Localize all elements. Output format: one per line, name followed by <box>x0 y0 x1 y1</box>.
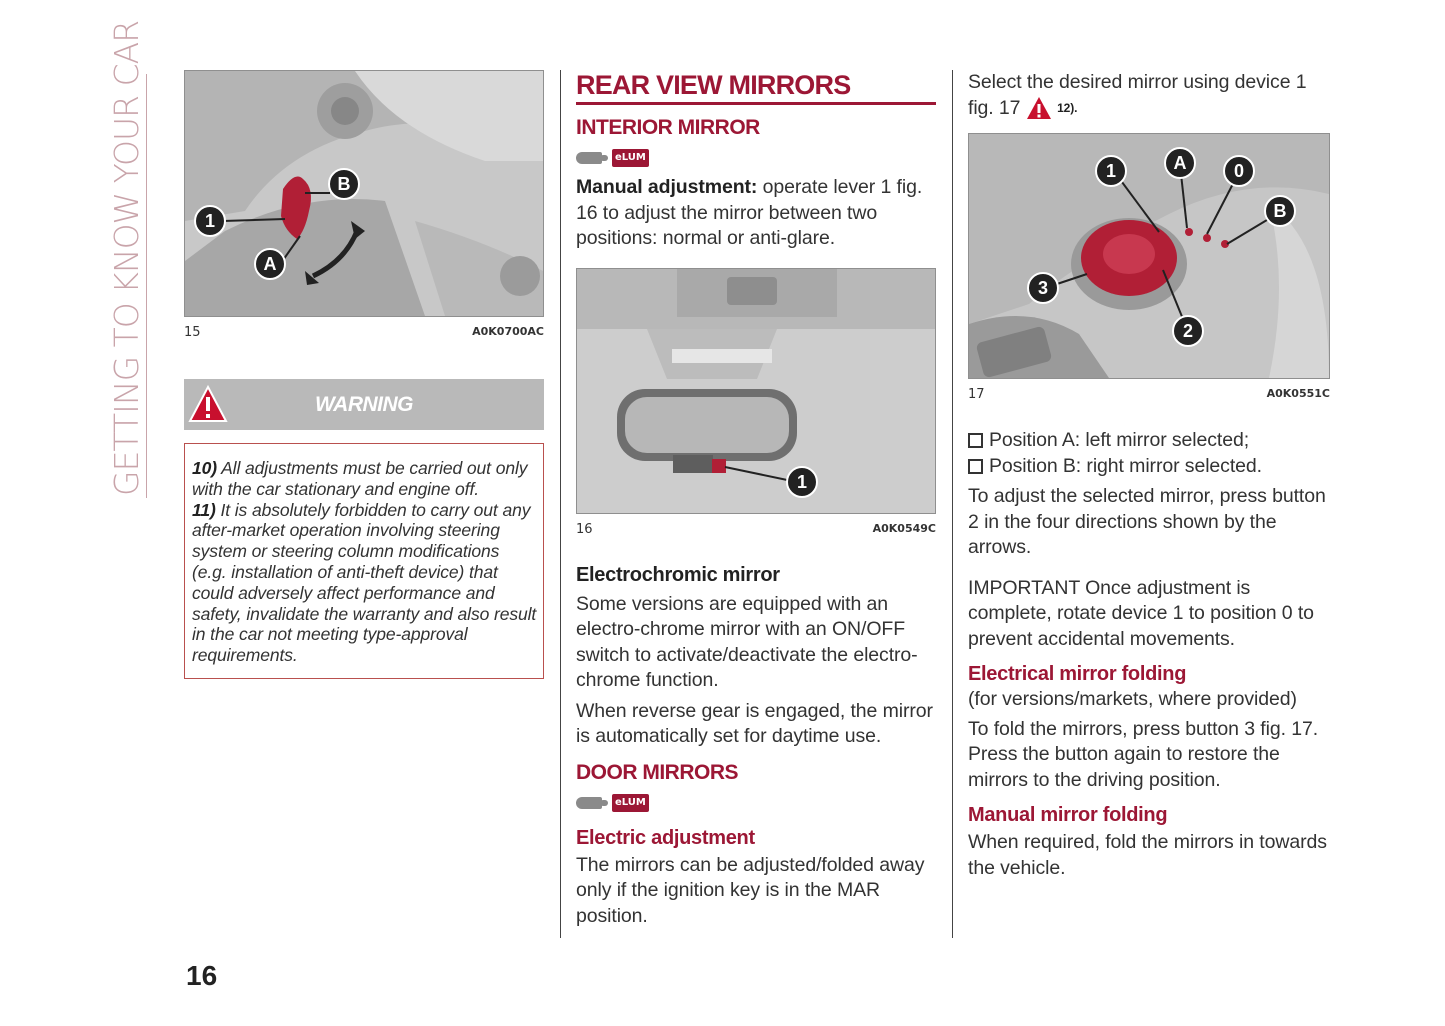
column-left <box>184 70 544 679</box>
adjust-paragraph: To adjust the selected mirror, press button 2 in the four directions shown by the arrows. <box>968 485 1326 559</box>
select-mirror-paragraph <box>968 70 1330 121</box>
list-item <box>968 454 1330 480</box>
select-mirror-text: Select the desired mirror using device 1 fig. 17 <box>968 71 1307 119</box>
pointing-hand-icon <box>576 797 602 809</box>
column-middle <box>576 70 936 929</box>
electric-adjustment-paragraph: The mirrors can be adjusted/folded away only if the ignition key is in the MAR position. <box>576 853 925 927</box>
elum-indicator <box>576 147 936 169</box>
manual-adjustment-text: operate lever 1 fig. 16 to adjust the mirror between two positions: normal or anti-glare. <box>576 176 923 249</box>
manual-adjustment-paragraph <box>576 175 936 252</box>
elum-indicator <box>576 792 936 814</box>
note-ref: 11) <box>192 499 216 520</box>
column-divider <box>560 70 561 938</box>
electrical-folding-paragraph: To fold the mirrors, press button 3 fig. 17. Press the button again to restore the mirrors to the driving position. <box>968 717 1319 791</box>
callout-text: 1 <box>204 211 216 231</box>
callout-0 <box>1222 154 1256 188</box>
figure-17-illustration <box>969 134 1329 378</box>
figure-code: A0K0700AC <box>472 325 544 338</box>
section-title-rear-view-mirrors: REAR VIEW MIRRORS <box>576 70 936 105</box>
electrical-folding-note: (for versions/markets, where provided) <box>968 688 1297 711</box>
callout-text: A <box>263 254 277 274</box>
figure-16 <box>576 268 936 514</box>
callout-text: B <box>337 174 351 194</box>
elum-badge: eLUM <box>612 149 649 167</box>
electrochromic-paragraph-2: When reverse gear is engaged, the mirror is automatically set for daytime use. <box>576 699 933 747</box>
note-text: All adjustments must be carried out only with the car stationary and engine off. <box>192 458 528 499</box>
callout-a <box>1163 146 1197 180</box>
checkbox-square-icon <box>968 433 983 448</box>
figure-code: A0K0549C <box>872 521 936 535</box>
checkbox-square-icon <box>968 459 983 474</box>
electrochromic-paragraph-1: Some versions are equipped with an electro-chrome mirror with an ON/OFF switch to activate/deactivate the electro-chrome function. <box>576 592 918 691</box>
list-item <box>968 428 1330 454</box>
section-side-title: GETTING TO KNOW YOUR CAR <box>107 20 146 496</box>
subsection-title-door-mirrors: DOOR MIRRORS <box>576 760 738 784</box>
callout-text: B <box>1273 201 1287 222</box>
warning-box <box>184 443 544 679</box>
pointing-hand-icon <box>576 152 602 164</box>
manual-folding-paragraph: When required, fold the mirrors in towards the vehicle. <box>968 831 1327 879</box>
callout-a <box>253 247 287 281</box>
column-right <box>968 70 1330 881</box>
callout-text: 2 <box>1182 321 1194 342</box>
callout-b <box>1263 194 1297 228</box>
callout-text: A <box>1173 153 1187 174</box>
elum-badge: eLUM <box>612 794 649 812</box>
callout-1 <box>1094 154 1128 188</box>
figure-15-caption <box>184 325 544 340</box>
manual-folding-title: Manual mirror folding <box>968 804 1168 827</box>
side-rule <box>146 74 147 498</box>
warning-header <box>184 379 544 430</box>
electrochromic-title: Electrochromic mirror <box>576 563 780 586</box>
figure-15 <box>184 70 544 317</box>
figure-16-illustration <box>577 269 935 513</box>
figure-number: 17 <box>968 387 985 403</box>
warning-title: WARNING <box>315 392 413 416</box>
callout-text: 1 <box>796 471 808 492</box>
callout-text: 0 <box>1233 161 1245 182</box>
column-divider <box>952 70 953 938</box>
electrical-folding-title: Electrical mirror folding <box>968 663 1187 686</box>
warning-note-10 <box>192 458 537 500</box>
electric-adjustment-title: Electric adjustment <box>576 826 755 849</box>
manual-adjustment-label: Manual adjustment: <box>576 176 758 198</box>
callout-b <box>327 167 361 201</box>
bullet-text: Position B: right mirror selected. <box>989 454 1262 477</box>
callout-2 <box>1171 314 1205 348</box>
callout-3 <box>1026 271 1060 305</box>
callout-text: 1 <box>1105 161 1117 182</box>
note-ref-suffix: . <box>1074 100 1078 115</box>
subsection-title-interior-mirror: INTERIOR MIRROR <box>576 116 760 139</box>
figure-number: 15 <box>184 325 201 340</box>
important-paragraph: IMPORTANT Once adjustment is complete, rotate device 1 to position 0 to prevent accidental movements. <box>968 576 1314 650</box>
figure-number: 16 <box>576 521 593 537</box>
warning-note-11 <box>192 500 537 666</box>
warning-icon <box>1026 96 1052 120</box>
bullet-text: Position A: left mirror selected; <box>989 429 1250 452</box>
page-number: 16 <box>186 960 218 991</box>
note-ref: 12) <box>1057 100 1075 115</box>
callout-1 <box>785 465 819 499</box>
figure-17-caption <box>968 387 1330 402</box>
note-ref: 10) <box>192 458 217 478</box>
figure-17 <box>968 133 1330 379</box>
warning-icon <box>188 385 228 423</box>
callout-text: 3 <box>1037 278 1049 299</box>
callout-1 <box>193 204 227 238</box>
note-text: It is absolutely forbidden to carry out any after-market operation involving steering system or steering column modifications (e.g. installation of anti-theft device) that could adversely affect performance and safety, invalidate the warranty and also result in the car not meeting type-approval requirements. <box>192 499 537 666</box>
figure-16-caption <box>576 522 936 537</box>
figure-code: A0K0551C <box>1266 387 1330 401</box>
figure-15-illustration <box>185 71 543 316</box>
